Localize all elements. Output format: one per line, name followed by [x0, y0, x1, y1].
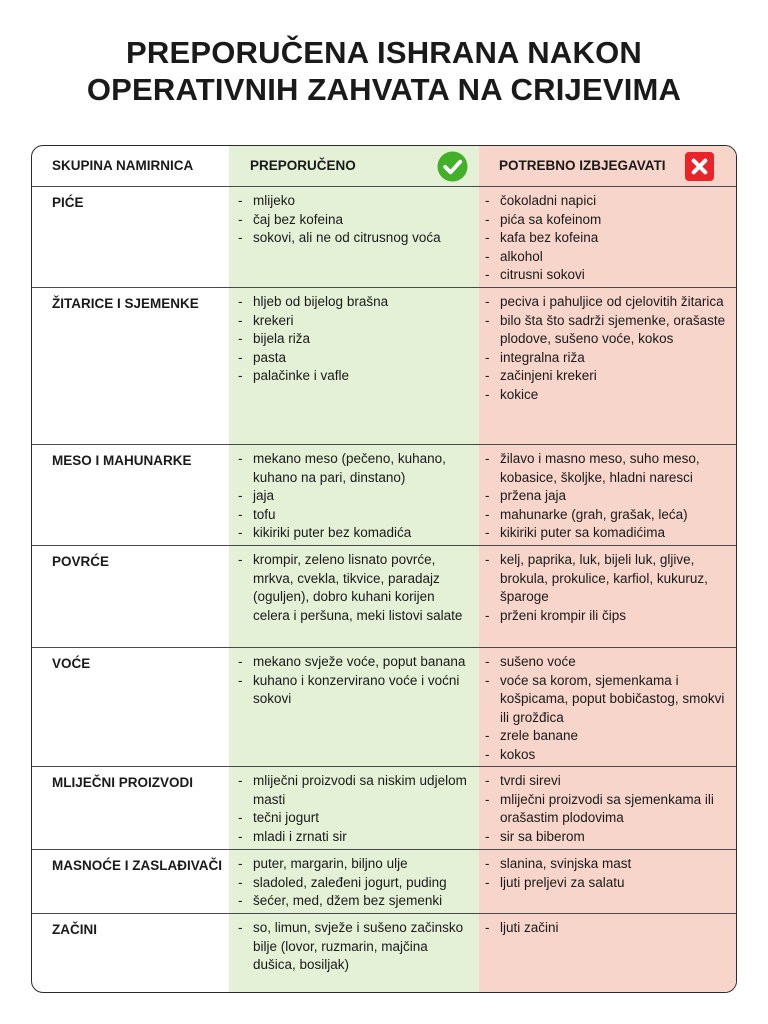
- recommended-item: - pasta: [238, 349, 474, 368]
- recommended-item: - bijela riža: [238, 330, 474, 349]
- x-square-icon: [685, 152, 714, 181]
- table-row: [32, 186, 736, 288]
- recommended-list: [238, 450, 474, 543]
- table-row: [32, 913, 736, 993]
- recommended-item: - čaj bez kofeina: [238, 211, 474, 230]
- avoid-item: - ljuti preljevi za salatu: [485, 874, 735, 893]
- recommended-list: [238, 772, 474, 846]
- avoid-list: [485, 450, 735, 543]
- recommended-item: - krekeri: [238, 312, 474, 331]
- check-circle-icon: [437, 151, 468, 182]
- recommended-item: - mlijeko: [238, 192, 474, 211]
- avoid-item: - prženi krompir ili čips: [485, 607, 735, 626]
- table-header-row: [32, 146, 736, 186]
- recommended-list: [238, 919, 474, 975]
- recommended-item: - kuhano i konzervirano voće i voćni sokovi: [238, 672, 474, 709]
- row-category: VOĆE: [52, 656, 91, 671]
- avoid-list: [485, 919, 735, 938]
- row-category: PIĆE: [52, 195, 84, 210]
- row-category: MESO I MAHUNARKE: [52, 453, 192, 468]
- avoid-item: - čokoladni napici: [485, 192, 735, 211]
- title-line-2: OPERATIVNIH ZAHVATA NA CRIJEVIMA: [86, 72, 682, 107]
- recommended-item: - sladoled, zaleđeni jogurt, puding: [238, 874, 474, 893]
- avoid-item: - slanina, svinjska mast: [485, 855, 735, 874]
- table-row: [32, 287, 736, 445]
- avoid-list: [485, 551, 735, 625]
- recommended-item: - mekano svježe voće, poput banana: [238, 653, 474, 672]
- recommended-item: - kikiriki puter bez komadića: [238, 524, 474, 543]
- avoid-item: - bilo šta što sadrži sjemenke, orašaste plodove, sušeno voće, kokos: [485, 312, 735, 349]
- avoid-item: - začinjeni krekeri: [485, 367, 735, 386]
- recommended-item: - tofu: [238, 506, 474, 525]
- page-title: [0, 34, 768, 108]
- recommended-list: [238, 653, 474, 709]
- recommended-item: - puter, margarin, biljno ulje: [238, 855, 474, 874]
- avoid-list: [485, 192, 735, 285]
- recommended-list: [238, 293, 474, 386]
- avoid-list: [485, 653, 735, 765]
- table-row: [32, 545, 736, 648]
- recommended-item: - mekano meso (pečeno, kuhano, kuhano na pari, dinstano): [238, 450, 474, 487]
- recommended-item: - hljeb od bijelog brašna: [238, 293, 474, 312]
- avoid-item: - kokos: [485, 746, 735, 765]
- table-row: [32, 444, 736, 546]
- avoid-item: - peciva i pahuljice od cjelovitih žitarica: [485, 293, 735, 312]
- avoid-item: - integralna riža: [485, 349, 735, 368]
- avoid-item: - citrusni sokovi: [485, 266, 735, 285]
- header-avoid: POTREBNO IZBJEGAVATI: [499, 158, 666, 173]
- avoid-list: [485, 772, 735, 846]
- recommended-item: - palačinke i vafle: [238, 367, 474, 386]
- avoid-item: - žilavo i masno meso, suho meso, kobasice, školjke, hladni naresci: [485, 450, 735, 487]
- avoid-item: - mahunarke (grah, grašak, leća): [485, 506, 735, 525]
- avoid-item: - kafa bez kofeina: [485, 229, 735, 248]
- table-row: [32, 647, 736, 767]
- recommended-item: - krompir, zeleno lisnato povrće, mrkva, cvekla, tikvice, paradajz (oguljen), dobro kuhani korijen celera i peršuna, meki listovi salate: [238, 551, 474, 625]
- avoid-item: - zrele banane: [485, 727, 735, 746]
- row-category: ZAČINI: [52, 922, 97, 937]
- recommended-item: - tečni jogurt: [238, 809, 474, 828]
- avoid-list: [485, 855, 735, 892]
- avoid-item: - mliječni proizvodi sa sjemenkama ili orašastim plodovima: [485, 791, 735, 828]
- recommended-list: [238, 855, 474, 911]
- row-category: MLIJEČNI PROIZVODI: [52, 775, 194, 790]
- avoid-item: - sušeno voće: [485, 653, 735, 672]
- avoid-item: - voće sa korom, sjemenkama i košpicama, poput bobičastog, smokvi ili grožđica: [485, 672, 735, 728]
- avoid-item: - alkohol: [485, 248, 735, 267]
- row-category: POVRĆE: [52, 554, 110, 569]
- avoid-item: - ljuti začini: [485, 919, 735, 938]
- avoid-item: - kelj, paprika, luk, bijeli luk, gljive, brokula, prokulice, karfiol, kukuruz, šparoge: [485, 551, 735, 607]
- recommended-item: - mliječni proizvodi sa niskim udjelom masti: [238, 772, 474, 809]
- avoid-item: - tvrdi sirevi: [485, 772, 735, 791]
- avoid-item: - kokice: [485, 386, 735, 405]
- header-recommended: PREPORUČENO: [250, 158, 356, 173]
- avoid-item: - pića sa kofeinom: [485, 211, 735, 230]
- recommended-list: [238, 192, 474, 248]
- avoid-item: - sir sa biberom: [485, 828, 735, 847]
- diet-table: [31, 145, 737, 993]
- row-category: ŽITARICE I SJEMENKE: [52, 296, 199, 311]
- title-line-1: PREPORUČENA ISHRANA NAKON: [126, 35, 642, 70]
- recommended-item: - mladi i zrnati sir: [238, 828, 474, 847]
- recommended-item: - šećer, med, džem bez sjemenki: [238, 892, 474, 911]
- row-category: MASNOĆE I ZASLAĐIVAČI: [52, 858, 223, 873]
- recommended-item: - sokovi, ali ne od citrusnog voća: [238, 229, 474, 248]
- avoid-item: - kikiriki puter sa komadićima: [485, 524, 735, 543]
- avoid-list: [485, 293, 735, 405]
- recommended-item: - so, limun, svježe i sušeno začinsko bilje (lovor, ruzmarin, majčina dušica, bosiljak): [238, 919, 474, 975]
- header-category: SKUPINA NAMIRNICA: [52, 158, 194, 173]
- table-row: [32, 849, 736, 914]
- avoid-item: - pržena jaja: [485, 487, 735, 506]
- recommended-item: - jaja: [238, 487, 474, 506]
- recommended-list: [238, 551, 474, 625]
- table-row: [32, 766, 736, 850]
